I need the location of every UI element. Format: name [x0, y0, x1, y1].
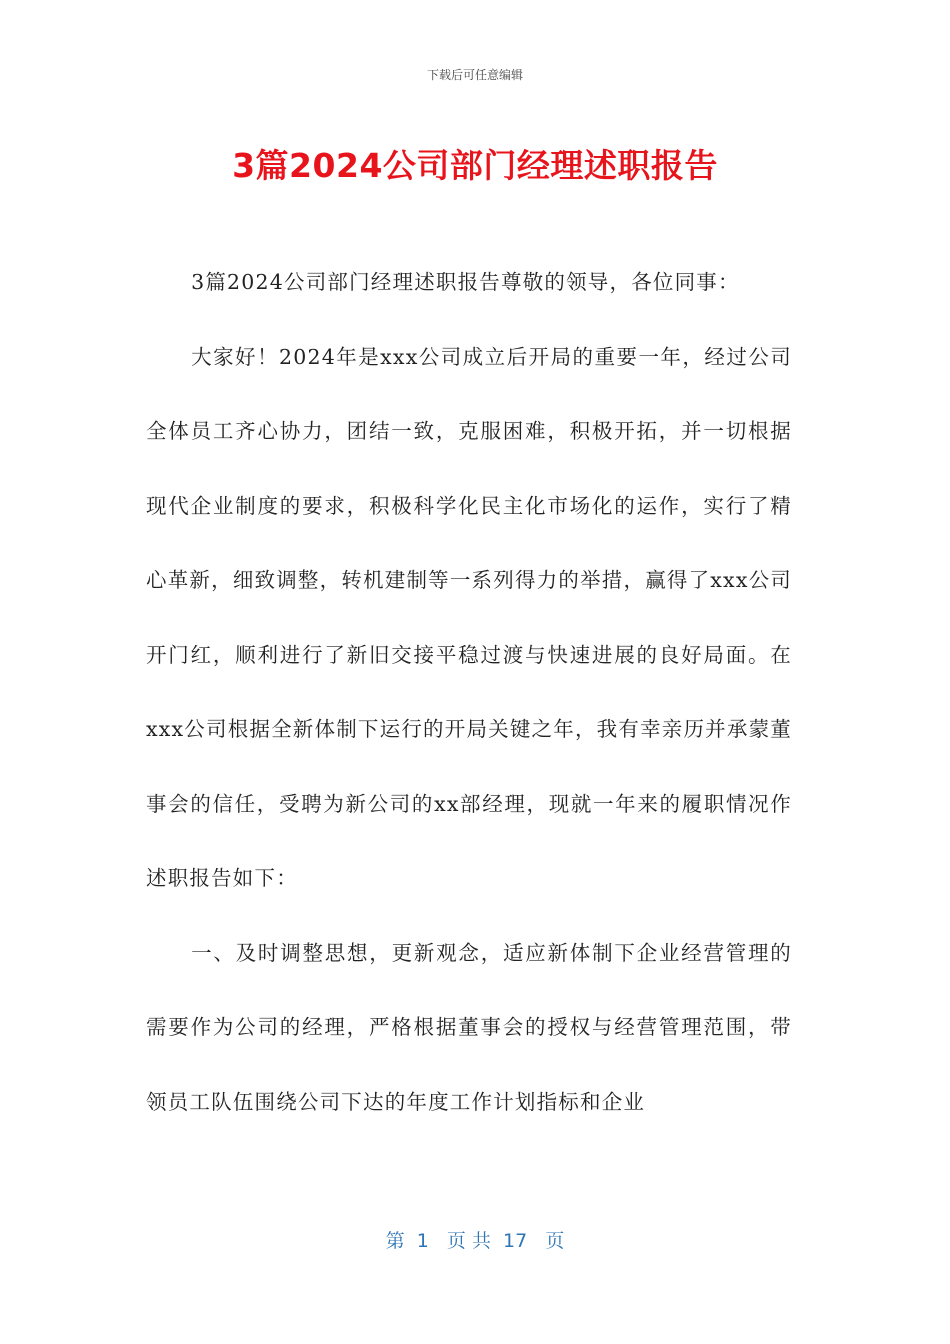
page-number: 第 1 页 共 17 页	[385, 1230, 565, 1252]
document-title: 3篇2024公司部门经理述职报告	[232, 146, 718, 185]
download-note: 下载后可任意编辑	[426, 68, 523, 82]
paragraph-section-one: 一、及时调整思想，更新观念，适应新体制下企业经营管理的需要作为公司的经理，严格根据董事会的授权与经营管理范围，带领员工队伍围绕公司下达的年度工作计划指标和企业	[146, 940, 792, 1114]
document-body	[146, 245, 792, 1139]
paragraph-intro: 大家好！2024年是xxx公司成立后开局的重要一年，经过公司全体员工齐心协力，团结一致，克服困难，积极开拓，并一切根据现代企业制度的要求，积极科学化民主化市场化的运作，实行了精心革新，细致调整，转机建制等一系列得力的举措，赢得了xxx公司开门红，顺利进行了新旧交接平稳过渡与快速进展的良好局面。在xxx公司根据全新体制下运行的开局关键之年，我有幸亲历并承蒙董事会的信任，受聘为新公司的xx部经理，现就一年来的履职情况作述职报告如下：	[146, 344, 792, 890]
paragraph-greeting: 3篇2024公司部门经理述职报告尊敬的领导，各位同事：	[191, 270, 740, 294]
